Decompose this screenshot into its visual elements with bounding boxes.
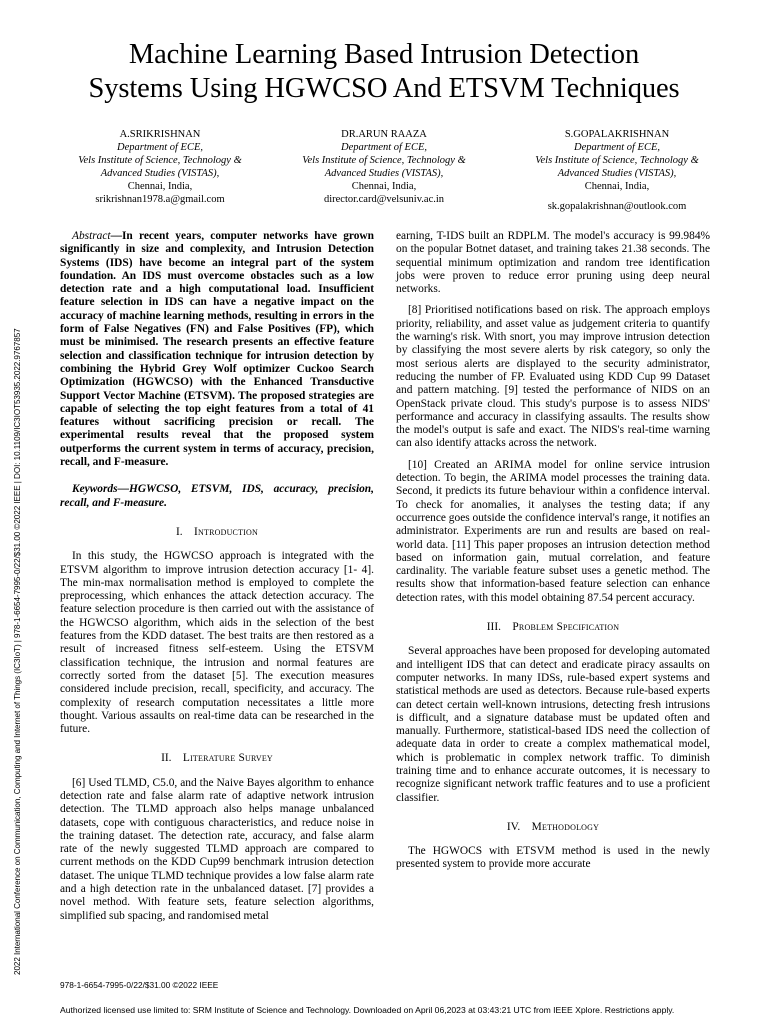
author-block-3 xyxy=(517,128,717,213)
author-email: director.card@velsuniv.ac.in xyxy=(323,194,445,205)
section-title: Introduction xyxy=(194,525,258,538)
author-department: Department of ECE, xyxy=(116,142,204,153)
section-heading-methodology xyxy=(396,821,710,834)
abstract-label: Abstract xyxy=(72,230,111,242)
section-title: Problem Specification xyxy=(512,621,620,634)
right-column xyxy=(396,230,710,872)
author-email: sk.gopalakrishnan@outlook.com xyxy=(547,201,687,212)
section-number: II. xyxy=(161,752,172,765)
right-paragraph-2: [8] Prioritised notifications based on risk. The approach employs priority, reliability, and asset value as judgement criteria to quantify the warning's risk. With snort, you may improve intrusion detection by classifying the most severe alerts by risk category, so only the most serious alerts are displayed to the security administrator, reducing the number of FP. Evaluated using KDD Cup 99 Dataset and pattern matching. [9] tested the performance of NIDS on an OpenStack private cloud. This study's purpose is to assess NIDS' performance and accuracy in classifying assaults. The results show the model's output is safe and exact. The NIDS's real-time warning can also identify attacks across the network. xyxy=(396,304,710,450)
right-paragraph-1: earning, T-IDS built an RDPLM. The model's accuracy is 99.984% on the popular Botnet dataset, and training takes 21.38 seconds. The sequential minimum optimization and random tree identification jobs were proven to reduce error pruning using deep neural networks. xyxy=(396,230,710,296)
author-name: A.SRIKRISHNAN xyxy=(119,129,201,140)
right-paragraph-3: [10] Created an ARIMA model for online service intrusion detection. To begin, the ARIMA model processes the training data. Second, it predicts its future behaviour within a confidence interval. To check for anomalies, it analyses the testing data; if any occurrence goes outside the confidence interval's range, it notifies an administrator. Experiments are run and results are based on real-world data. [11] This paper proposes an intrusion detection method based on information gain, mutual correlation, and feature cardinality. The variable feature subset uses a genetic method. The results show that information-based feature selection can enhance detection rates, with this model obtaining 87.54 percent accuracy. xyxy=(396,458,710,604)
abstract xyxy=(60,230,374,469)
keywords: Keywords—HGWCSO, ETSVM, IDS, accuracy, precision, recall, and F-measure. xyxy=(60,483,374,509)
left-column xyxy=(60,230,374,923)
section-heading-introduction xyxy=(60,526,374,539)
author-email: srikrishnan1978.a@gmail.com xyxy=(95,194,225,205)
author-institute-2: Advanced Studies (VISTAS), xyxy=(324,168,444,179)
author-block-2 xyxy=(284,128,484,206)
title-line-2: Systems Using HGWCSO And ETSVM Techniques xyxy=(88,73,680,104)
author-name: DR.ARUN RAAZA xyxy=(341,129,427,140)
author-institute-2: Advanced Studies (VISTAS), xyxy=(100,168,220,179)
section-number: I. xyxy=(175,525,183,538)
author-city: Chennai, India, xyxy=(127,181,193,192)
introduction-paragraph: In this study, the HGWCSO approach is integrated with the ETSVM algorithm to improve intrusion detection accuracy [1- 4]. The min-max normalisation method is employed to complete the preprocessing, which enhances the attack detection accuracy. The feature selection procedure is then carried out with the assistance of the HGWCSO algorithm, which aids in the selection of the best features from the KDD dataset. The best traits are then restored as a result of increased fitness self-esteem. Using the ETSVM classification technique, the intrusion and normal features are correctly sorted from the dataset [5]. The execution measures considered include precision, recall, specificity, and accuracy. The complexity of research computation necessitates a little more thought. Various assaults on real-time data can be researched in the future. xyxy=(60,550,374,736)
problem-specification-paragraph: Several approaches have been proposed for developing automated and intelligent IDS that can detect and eradicate piracy assaults on computer networks. In many IDSs, rule-based expert systems and statistical methods are used as detectors. Because rule-based experts can detect certain well-known intrusions, detecting fresh intrusions is difficult, and a signature database must be updated often and manually. Furthermore, statistical-based IDS need the collection of adequate data in order to create a complex mathematical model, which is problematic in complex network traffic. To diminish training time and to enhance accurate outcomes, it is necessary to recognize significant network traffic features and to use a proficient classifier. xyxy=(396,645,710,804)
abstract-body: —In recent years, computer networks have grown significantly in size and complexity, and Intrusion Detection Systems (IDS) have become an integral part of the system foundation. An IDS must overcome obstacles such as a low detection rate and a high computational load. Insufficient feature selection in IDS can have a negative impact on the accuracy of machine learning methods, resulting in errors in the form of False Negatives (FN) and False Positives (FP), which must be minimised. The research presents an effective feature selection and classification technique for intrusion detection by combining the Hybrid Grey Wolf optimizer Cuckoo Search Optimization (HGWCSO) with the Enhanced Transductive Support Vector Machine (ETSVM). The proposed strategies are capable of selecting the top eight features from a total of 41 features without sacrificing precision or recall. The experimental results reveal that the proposed system outperforms the current system in terms of accuracy, precision, recall, and F-measure. xyxy=(60,230,374,469)
methodology-paragraph: The HGWOCS with ETSVM method is used in the newly presented system to provide more accurate xyxy=(396,845,710,871)
author-institute-2: Advanced Studies (VISTAS), xyxy=(557,168,677,179)
author-block-1 xyxy=(60,128,260,206)
author-institute: Vels Institute of Science, Technology & xyxy=(535,155,699,166)
author-institute: Vels Institute of Science, Technology & xyxy=(302,155,466,166)
author-department: Department of ECE, xyxy=(340,142,428,153)
copyright-notice: 978-1-6654-7995-0/22/$31.00 ©2022 IEEE xyxy=(60,980,219,990)
literature-survey-paragraph: [6] Used TLMD, C5.0, and the Naive Bayes algorithm to enhance detection rate and false alarm rate of adaptive network intrusion detection. The TLMD approach also helps manage unbalanced datasets, cope with contiguous characteristics, and reduce noise in the training dataset. The detection rate, accuracy, and false alarm rate of the newly suggested TLMD approach are compared to current methods on the KDD Cup99 benchmark intrusion detection dataset. The unique TLMD technique provides a low false alarm rate and a high detection rate in the unbalanced dataset. [7] provides a novel method. With feature sets, feature selection algorithms, simplified sub spacing, and randomised metal xyxy=(60,776,374,922)
author-name: S.GOPALAKRISHNAN xyxy=(564,129,670,140)
author-city: Chennai, India, xyxy=(584,181,650,192)
section-heading-problem-specification xyxy=(396,621,710,634)
section-title: Methodology xyxy=(531,820,600,833)
section-heading-literature-survey xyxy=(60,752,374,765)
author-city: Chennai, India, xyxy=(351,181,417,192)
author-institute: Vels Institute of Science, Technology & xyxy=(78,155,242,166)
section-number: III. xyxy=(486,621,501,634)
conference-sidebar: 2022 International Conference on Communication, Computing and Internet of Things (IC3IoT) | 978-1-6654-7995-0/22/$31.00 ©2022 IEEE | DOI: 10.1109/IC3IOT53935.2022.9767857 xyxy=(13,328,22,975)
paper-title xyxy=(30,38,738,106)
section-number: IV. xyxy=(506,820,521,833)
title-line-1: Machine Learning Based Intrusion Detection xyxy=(128,39,640,70)
license-footer: Authorized licensed use limited to: SRM Institute of Science and Technology. Downloaded on April 06,2023 at 03:43:21 UTC from IEEE Xplore. Restrictions apply. xyxy=(60,1005,675,1015)
section-title: Literature Survey xyxy=(182,752,273,765)
author-department: Department of ECE, xyxy=(573,142,661,153)
